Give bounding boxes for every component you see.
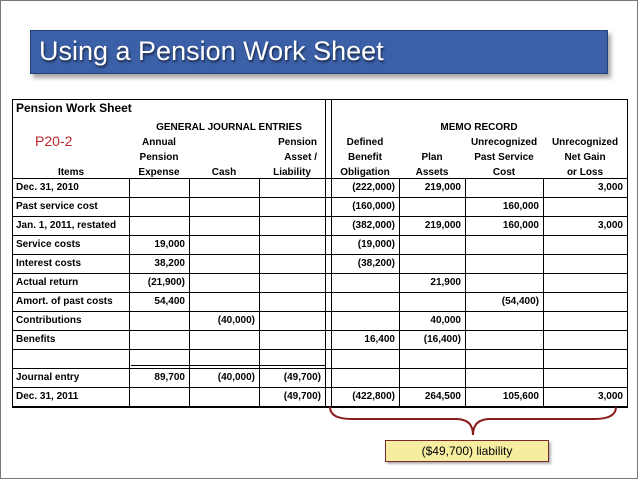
cell-unrecognized-past-service-cost: (54,400) — [501, 296, 539, 307]
col-header-pension-asset-liability: Asset / — [284, 152, 317, 163]
cell-annual-pension-expense: 19,000 — [154, 239, 185, 250]
col-header-annual-pension-expense: Expense — [138, 167, 180, 178]
col-divider — [259, 178, 260, 406]
col-header-unrecognized-net-gain-loss: Net Gain — [564, 152, 606, 163]
row-divider — [13, 387, 627, 388]
row-item-label: Dec. 31, 2010 — [16, 182, 79, 193]
col-header-defined-benefit-obligation: Defined — [346, 137, 384, 148]
cell-annual-pension-expense: 54,400 — [154, 296, 185, 307]
row-item-label: Amort. of past costs — [16, 296, 113, 307]
col-header-annual-pension-expense: Pension — [139, 152, 179, 163]
cell-unrecognized-net-gain-loss: 3,000 — [597, 391, 623, 402]
row-divider — [13, 254, 627, 255]
col-header-pension-asset-liability: Pension — [278, 137, 317, 148]
cell-defined-benefit-obligation: (422,800) — [352, 391, 395, 402]
sheet-title: Pension Work Sheet — [16, 101, 132, 115]
cell-defined-benefit-obligation: (160,000) — [352, 201, 395, 212]
col-header-cash: Cash — [211, 167, 237, 178]
slide-title: Using a Pension Work Sheet — [39, 36, 384, 66]
section-divider — [325, 100, 326, 407]
col-header-defined-benefit-obligation: Benefit — [348, 152, 382, 163]
cell-unrecognized-past-service-cost: 160,000 — [502, 220, 539, 231]
header-divider — [13, 178, 627, 179]
row-item-label: Service costs — [16, 239, 81, 250]
journal-entry-double-rule — [131, 365, 325, 366]
row-divider — [13, 235, 627, 236]
row-divider — [13, 311, 627, 312]
cell-defined-benefit-obligation: (38,200) — [357, 258, 395, 269]
liability-callout — [385, 440, 549, 462]
cell-unrecognized-past-service-cost: 160,000 — [502, 201, 539, 212]
row-divider — [13, 197, 627, 198]
cell-pension-asset-liability: (49,700) — [283, 372, 321, 383]
row-item-label: Contributions — [16, 315, 82, 326]
cell-unrecognized-past-service-cost: 105,600 — [502, 391, 539, 402]
curly-brace-icon — [328, 405, 618, 439]
cell-pension-asset-liability: (49,700) — [283, 391, 321, 402]
cell-plan-assets: 219,000 — [424, 220, 461, 231]
cell-defined-benefit-obligation: 16,400 — [364, 334, 395, 345]
col-header-defined-benefit-obligation: Obligation — [340, 167, 390, 178]
cell-unrecognized-net-gain-loss: 3,000 — [597, 182, 623, 193]
cell-plan-assets: (16,400) — [423, 334, 461, 345]
cell-cash: (40,000) — [217, 372, 255, 383]
row-divider — [13, 330, 627, 331]
col-divider — [399, 178, 400, 406]
pension-work-sheet — [12, 99, 628, 408]
col-header-unrecognized-past-service-cost: Unrecognized — [470, 137, 538, 148]
row-item-label: Journal entry — [16, 372, 80, 383]
row-item-label: Dec. 31, 2011 — [16, 391, 79, 402]
row-divider — [13, 292, 627, 293]
cell-plan-assets: 21,900 — [430, 277, 461, 288]
col-divider — [129, 178, 130, 406]
row-divider — [13, 216, 627, 217]
cell-plan-assets: 219,000 — [424, 182, 461, 193]
col-header-unrecognized-past-service-cost: Past Service — [474, 152, 534, 163]
row-divider — [13, 368, 627, 369]
col-header-unrecognized-net-gain-loss: or Loss — [566, 167, 604, 178]
cell-cash: (40,000) — [217, 315, 255, 326]
col-header-unrecognized-past-service-cost: Cost — [492, 167, 516, 178]
slide-title-bar — [30, 30, 608, 74]
col-header-pension-asset-liability: Liability — [273, 167, 311, 178]
col-divider — [465, 178, 466, 406]
cell-plan-assets: 40,000 — [430, 315, 461, 326]
cell-unrecognized-net-gain-loss: 3,000 — [597, 220, 623, 231]
general-journal-header: GENERAL JOURNAL ENTRIES — [156, 122, 302, 133]
cell-defined-benefit-obligation: (382,000) — [352, 220, 395, 231]
cell-defined-benefit-obligation: (19,000) — [357, 239, 395, 250]
problem-id: P20-2 — [35, 133, 73, 149]
col-header-plan-assets: Assets — [415, 167, 449, 178]
row-divider — [13, 273, 627, 274]
cell-annual-pension-expense: 38,200 — [154, 258, 185, 269]
col-divider — [543, 178, 544, 406]
section-divider — [331, 100, 332, 407]
col-header-annual-pension-expense: Annual — [142, 137, 176, 148]
row-item-label: Jan. 1, 2011, restated — [16, 220, 117, 231]
row-divider — [13, 349, 627, 350]
row-item-label: Actual return — [16, 277, 79, 288]
cell-annual-pension-expense: 89,700 — [154, 372, 185, 383]
col-divider — [189, 178, 190, 406]
memo-record-header: MEMO RECORD — [440, 122, 518, 133]
row-item-label: Interest costs — [16, 258, 82, 269]
row-item-label: Past service cost — [16, 201, 98, 212]
col-header-plan-assets: Plan — [421, 152, 443, 163]
cell-defined-benefit-obligation: (222,000) — [352, 182, 395, 193]
cell-annual-pension-expense: (21,900) — [147, 277, 185, 288]
cell-plan-assets: 264,500 — [424, 391, 461, 402]
row-item-label: Benefits — [16, 334, 56, 345]
callout-text: ($49,700) liability — [421, 444, 513, 458]
col-header-unrecognized-net-gain-loss: Unrecognized — [551, 137, 619, 148]
col-header-items: Items — [57, 167, 85, 178]
